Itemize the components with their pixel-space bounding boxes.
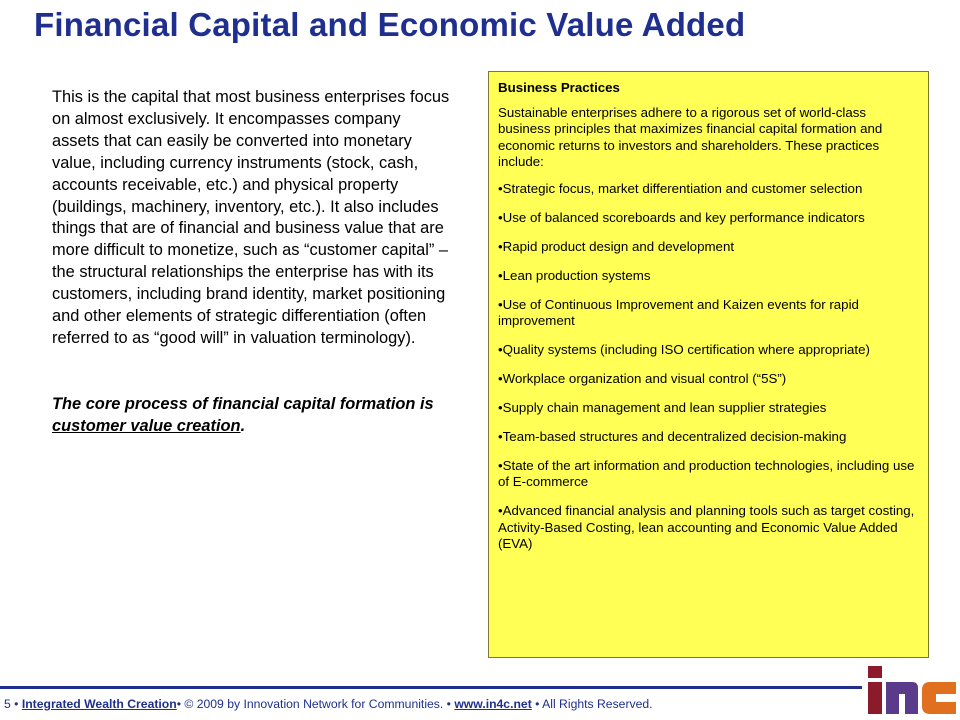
- business-practices-heading: Business Practices: [498, 80, 620, 95]
- practice-item: •Quality systems (including ISO certification where appropriate): [498, 342, 870, 358]
- core-statement-suffix: .: [240, 416, 246, 435]
- page-title: Financial Capital and Economic Value Added: [34, 6, 746, 43]
- business-practices-intro: Sustainable enterprises adhere to a rigorous set of world-class business principles that maximizes financial capital formation and economic returns to investors and shareholders. These practices include:: [498, 105, 883, 170]
- footer-page-prefix: 5 •: [4, 697, 22, 711]
- footer-copyright: • © 2009 by Innovation Network for Communities. •: [176, 697, 455, 711]
- practice-item: •Strategic focus, market differentiation and customer selection: [498, 180, 863, 196]
- logo-i-stem: [868, 682, 882, 714]
- footer-divider: [0, 686, 862, 689]
- practice-item: •Lean production systems: [498, 267, 651, 283]
- practice-item: •Rapid product design and development: [498, 238, 735, 254]
- practice-item: •Advanced financial analysis and planning tools such as target costing, Activity-Based Costing, lean accounting and Economic Value Added (EVA): [498, 503, 915, 552]
- logo-c-glyph: [922, 682, 956, 714]
- practice-item: •Team-based structures and decentralized decision-making: [498, 429, 847, 445]
- footer-link-integrated-wealth-creation[interactable]: Integrated Wealth Creation: [21, 697, 177, 711]
- left-column: [52, 87, 452, 438]
- core-statement-prefix: The core process of financial capital formation is: [52, 394, 434, 413]
- inc-logo-icon: [866, 664, 958, 716]
- core-statement-emphasis: customer value creation: [52, 416, 241, 435]
- footer-rights: • All Rights Reserved.: [531, 697, 653, 711]
- footer-link-website[interactable]: www.in4c.net: [454, 697, 532, 711]
- footer: [4, 697, 653, 711]
- practice-item: •Use of Continuous Improvement and Kaizen events for rapid improvement: [498, 296, 859, 329]
- practice-item: •Use of balanced scoreboards and key performance indicators: [498, 209, 865, 225]
- practice-item: •Supply chain management and lean supplier strategies: [498, 400, 827, 416]
- practice-item: •Workplace organization and visual control (“5S”): [498, 371, 787, 387]
- logo-n-glyph: [886, 682, 918, 714]
- practices-list: [498, 181, 918, 553]
- core-statement: [52, 394, 452, 438]
- intro-paragraph: This is the capital that most business enterprises focus on almost exclusively. It encompasses company assets that can easily be converted into monetary value, including currency instruments (stock, cash, accounts receivable, etc.) and physical property (buildings, machinery, inventory, etc.). It also includes things that are of financial and business value that are more difficult to monetize, such as “customer capital” – the structural relationships the enterprise has with its customers, including brand identity, market positioning and other elements of strategic differentiation (often referred to as “good will” in valuation terminology).: [52, 88, 450, 347]
- logo-i-dot: [868, 666, 882, 678]
- business-practices-box: [488, 71, 929, 658]
- practice-item: •State of the art information and production technologies, including use of E-commerce: [498, 458, 915, 490]
